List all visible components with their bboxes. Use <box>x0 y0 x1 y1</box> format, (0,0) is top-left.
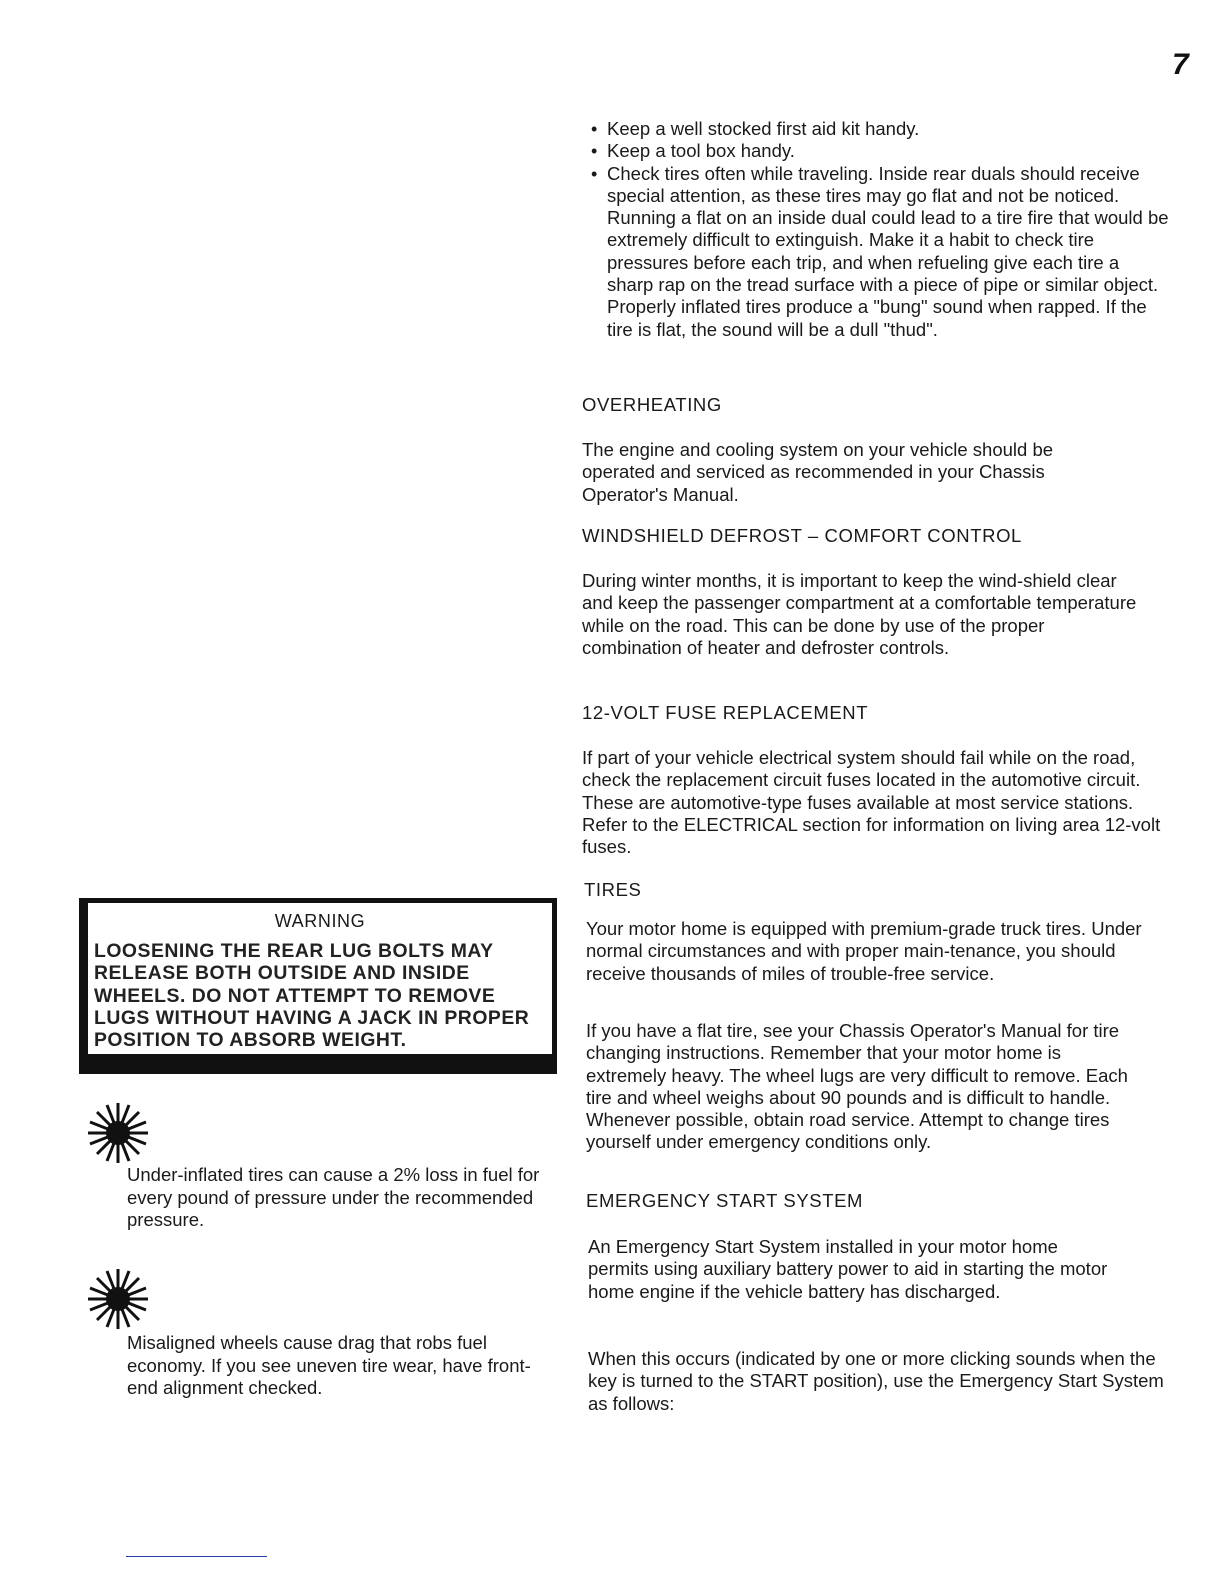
bullet-icon: • <box>591 141 598 162</box>
windshield-body: During winter months, it is important to keep the wind-shield clear and keep the passenger compartment at a comfortable temperature while on the road. This can be done by use of the proper combination of heater and defroster controls. <box>582 570 1137 658</box>
tires-body-2: If you have a flat tire, see your Chassis Operator's Manual for tire changing instructions. Remember that your motor home is extremely heavy. The wheel lugs are very difficult to remove. Each tire and wheel weighs about 90 pounds and is difficult to handle. Whenever possible, obtain road service. Attempt to change tires yourself under emergency conditions only. <box>586 1020 1128 1153</box>
page-number: 7 <box>1172 48 1189 81</box>
overheating-heading: OVERHEATING <box>582 394 722 415</box>
tires-body-1: Your motor home is equipped with premium-grade truck tires. Under normal circumstances and with proper main-tenance, you should receive thousands of miles of trouble-free service. <box>586 918 1142 984</box>
emergency-body-2: When this occurs (indicated by one or more clicking sounds when the key is turned to the START position), use the Emergency Start System as follows: <box>588 1348 1164 1414</box>
tires-heading: TIRES <box>584 879 642 900</box>
safety-bullet-list <box>582 118 1182 341</box>
sunburst-icon <box>85 1100 151 1166</box>
list-item: • Keep a tool box handy. <box>591 140 795 162</box>
warning-box <box>79 898 557 1070</box>
safety-bullet-list-container <box>582 118 1182 341</box>
warning-bottom-bar <box>79 1054 557 1074</box>
warning-title: WARNING <box>274 911 366 931</box>
emergency-heading: EMERGENCY START SYSTEM <box>586 1190 864 1211</box>
bullet-icon: • <box>591 163 598 184</box>
footer-divider <box>126 1556 267 1557</box>
tip-text-misaligned: Misaligned wheels cause drag that robs fuel economy. If you see uneven tire wear, have front-end alignment checked. <box>127 1332 531 1398</box>
fuse-heading: 12-VOLT FUSE REPLACEMENT <box>582 702 869 723</box>
list-item: • Keep a well stocked first aid kit handy. <box>591 118 920 139</box>
fuse-body: If part of your vehicle electrical system should fail while on the road, check the replacement circuit fuses located in the automotive circuit. These are automotive-type fuses available at most service stations. Refer to the ELECTRICAL section for information on living area 12-volt fuses. <box>582 747 1161 858</box>
list-item: • Check tires often while traveling. Inside rear duals should receive special attention, as these tires may go flat and not be noticed. Running a flat on an inside dual could lead to a tire fire that would be extremely difficult to extinguish. Make it a habit to check tire pressures before each trip, and when refueling give each tire a sharp rap on the tread surface with a piece of pipe or similar object. Properly inflated tires produce a "bung" sound when rapped. If the tire is flat, the sound will be a dull "thud". <box>591 162 1169 340</box>
bullet-icon: • <box>591 119 598 139</box>
warning-text: LOOSENING THE REAR LUG BOLTS MAY RELEASE BOTH OUTSIDE AND INSIDE WHEELS. DO NOT ATTEMPT TO REMOVE LUGS WITHOUT HAVING A JACK IN PROPER POSITION TO ABSORB WEIGHT. <box>94 940 530 1052</box>
tip-text-underinflated: Under-inflated tires can cause a 2% loss in fuel for every pound of pressure under the recommended pressure. <box>127 1164 540 1230</box>
emergency-body-1: An Emergency Start System installed in your motor home permits using auxiliary battery power to aid in starting the motor home engine if the vehicle battery has discharged. <box>588 1236 1108 1302</box>
sunburst-icon <box>85 1266 151 1332</box>
overheating-body: The engine and cooling system on your vehicle should be operated and serviced as recommended in your Chassis Operator's Manual. <box>582 439 1054 505</box>
windshield-heading: WINDSHIELD DEFROST – COMFORT CONTROL <box>582 525 1022 546</box>
